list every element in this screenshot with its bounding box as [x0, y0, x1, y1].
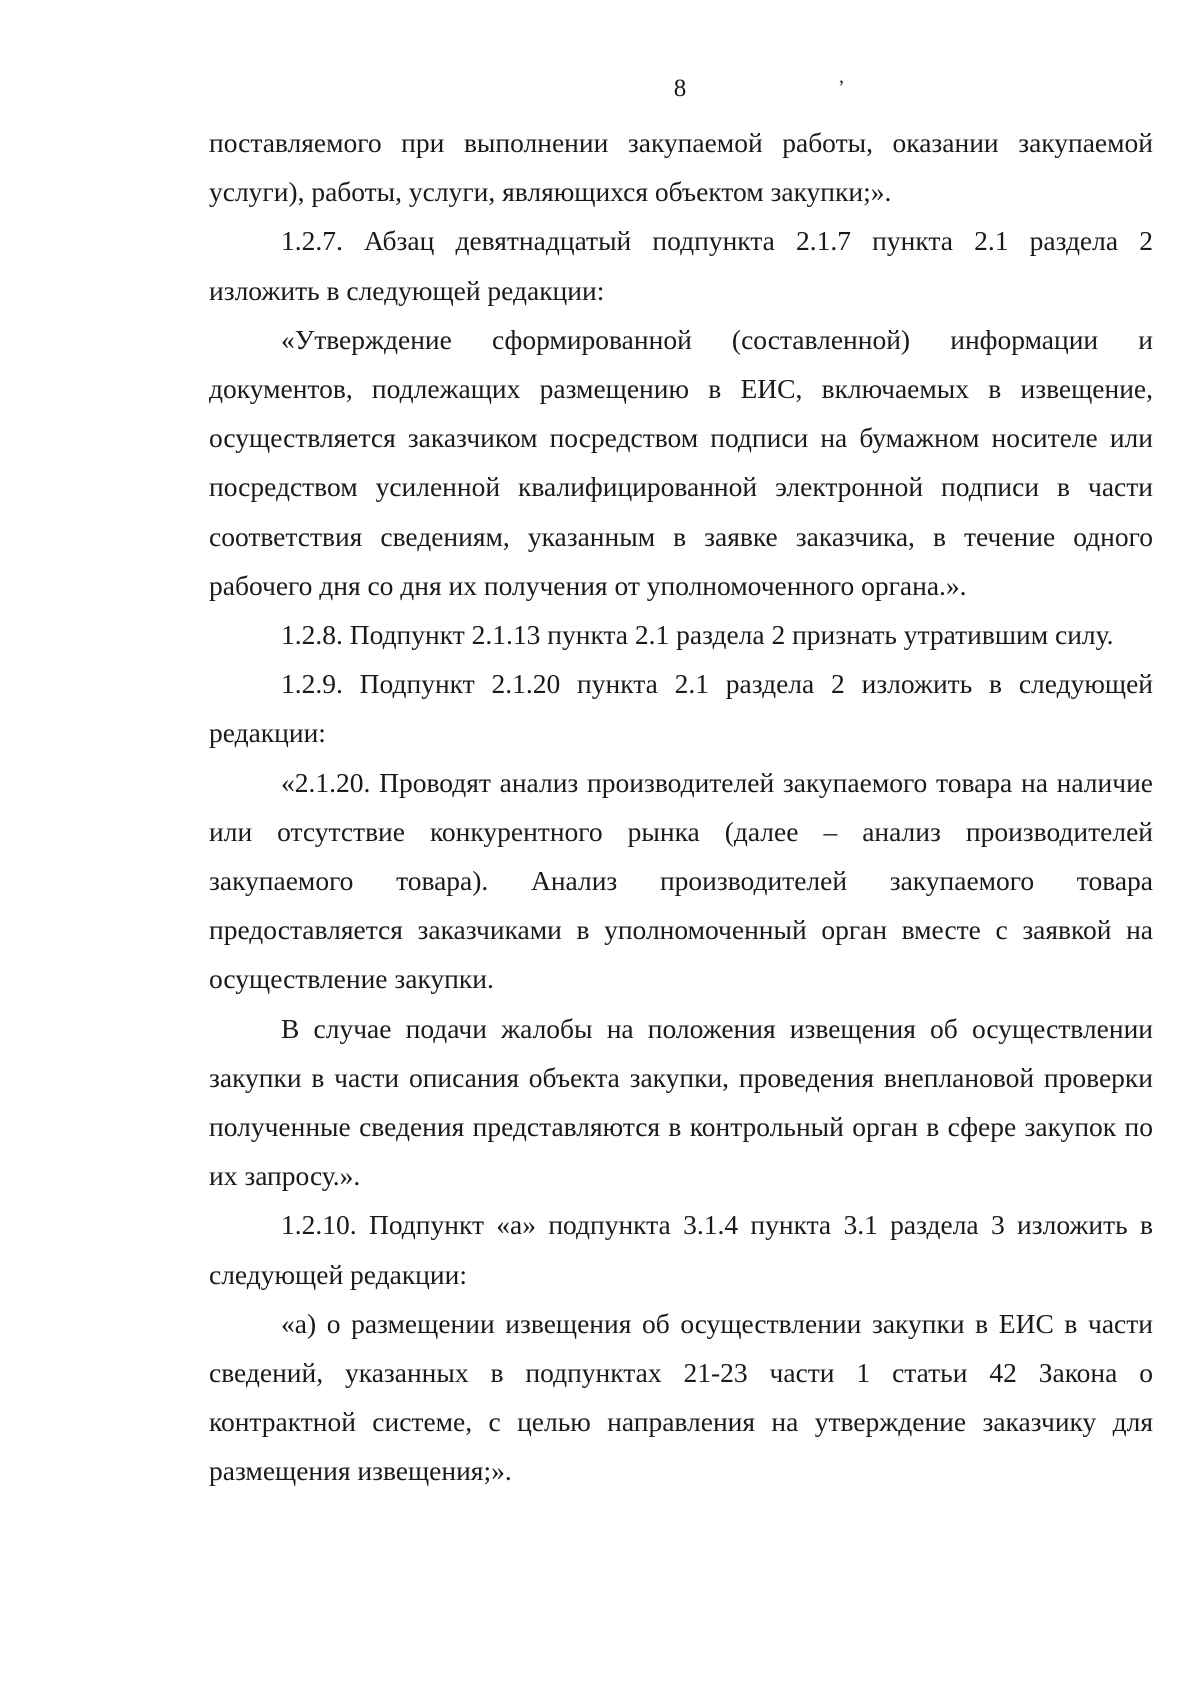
paragraph-quote-approval: «Утверждение сформированной (составленной) информации и документов, подлежащих размещению в ЕИС, включаемых в извещение, осуществляется заказчиком посредством подписи на бумажном носителе или посредством усиленной квалифицированной электронной подписи в части соответствия сведениям, указанным в заявке заказчика, в течение одного рабочего дня со дня их получения от уполномоченного органа.». [209, 323, 1153, 601]
paragraph-quote-a: «а) о размещении извещения об осуществлении закупки в ЕИС в части сведений, указанных в подпунктах 21-23 части 1 статьи 42 Закона о контрактной системе, с целью направления на утверждение заказчику для размещения извещения;». [209, 1307, 1153, 1487]
paragraph-1-2-10: 1.2.10. Подпункт «а» подпункта 3.1.4 пункта 3.1 раздела 3 изложить в следующей редакции: [209, 1209, 1153, 1290]
paragraph-continuation: поставляемого при выполнении закупаемой работы, оказании закупаемой услуги), работы, услуги, являющихся объектом закупки;». [209, 127, 1153, 208]
paragraph-1-2-8: 1.2.8. Подпункт 2.1.13 пункта 2.1 раздела 2 признать утратившим силу. [281, 619, 1114, 651]
page-number: 8 [673, 75, 687, 102]
paragraph-1-2-7: 1.2.7. Абзац девятнадцатый подпункта 2.1.7 пункта 2.1 раздела 2 изложить в следующей редакции: [209, 225, 1153, 306]
stray-mark: ʼ [838, 77, 845, 99]
paragraph-complaint: В случае подачи жалобы на положения извещения об осуществлении закупки в части описания объекта закупки, проведения внеплановой проверки полученные сведения представляются в контрольный орган в сфере закупок по их запросу.». [209, 1012, 1153, 1192]
document-body [209, 118, 1153, 1496]
paragraph-1-2-9: 1.2.9. Подпункт 2.1.20 пункта 2.1 раздела 2 изложить в следующей редакции: [209, 668, 1153, 749]
paragraph-quote-2-1-20: «2.1.20. Проводят анализ производителей закупаемого товара на наличие или отсутствие конкурентного рынка (далее – анализ производителей закупаемого товара). Анализ производителей закупаемого товара предоставляется заказчиками в уполномоченный орган вместе с заявкой на осуществление закупки. [209, 766, 1153, 995]
